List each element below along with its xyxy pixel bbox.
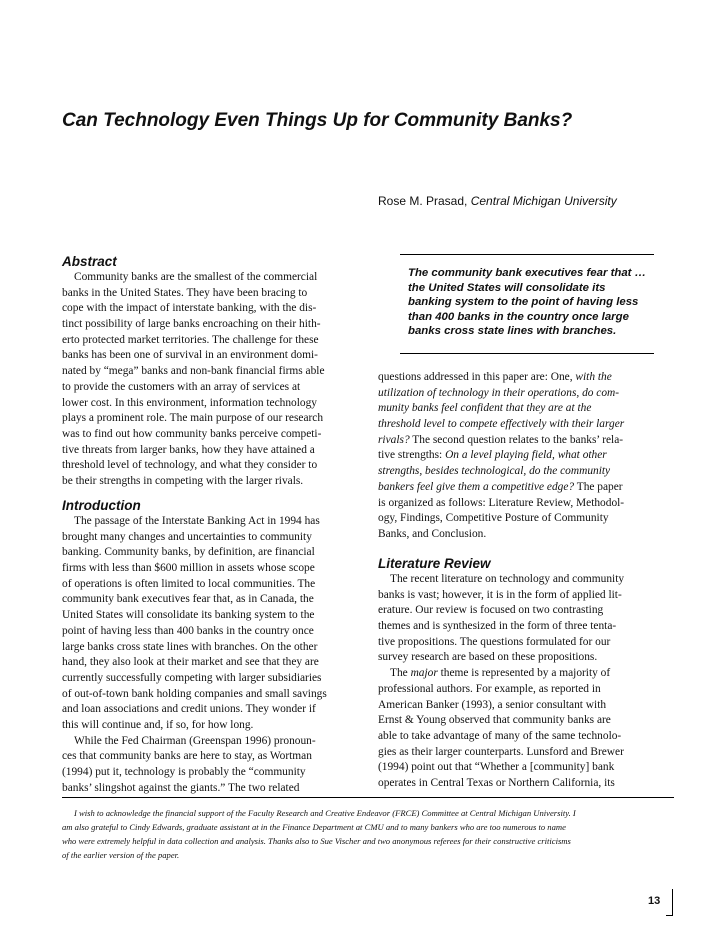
text-line <box>378 386 674 402</box>
text-run-italic: major <box>410 667 438 680</box>
footnote-line: of the earlier version of the paper. <box>62 850 180 860</box>
text-line: professional authors. For example, as reported in <box>378 682 601 695</box>
text-line: currently successfully competing with larger subsidiaries <box>62 671 322 684</box>
text-run: The second question relates to the banks’ rela- <box>409 433 624 446</box>
literature-review-heading: Literature Review <box>378 556 491 571</box>
text-run-italic: utilization of technology in their operations, do com- <box>378 386 620 399</box>
text-run-italic: strengths, besides technological, do the community <box>378 465 611 478</box>
text-line <box>378 527 674 543</box>
text-run: is organized as follows: Literature Review, Methodol- <box>378 496 625 509</box>
footnote-line: who were extremely helpful in data collection and analysis. Thanks also to Sue Vischer and two anonymous referees for their constructive criticisms <box>62 836 571 846</box>
text-run-italic: with the <box>575 371 612 383</box>
text-line: banks in the United States. They have been bracing to <box>62 286 308 299</box>
acknowledgement-footnote <box>62 797 674 862</box>
text-line: of operations is often limited to local communities. The <box>62 577 316 590</box>
text-line: community bank executives fear that, as in Canada, the <box>62 593 314 606</box>
author-name: Rose M. Prasad, <box>378 194 468 208</box>
text-line: hand, they also look at their market and see that they are <box>62 656 319 669</box>
text-line: and loan associations and credit unions. They wonder if <box>62 703 316 716</box>
text-line: to provide the customers with an array of services at <box>62 380 301 393</box>
text-line <box>378 417 674 433</box>
text-line: lower cost. In this environment, information technology <box>62 396 317 409</box>
text-run-italic: rivals? <box>378 433 410 446</box>
text-line: was to find out how community banks perceive competi- <box>62 427 322 440</box>
author-affiliation: Central Michigan University <box>470 194 617 208</box>
text-line: gies as their larger counterparts. Lunsford and Brewer <box>378 745 624 758</box>
text-line: Community banks are the smallest of the commercial <box>74 271 318 283</box>
text-line <box>378 433 674 449</box>
text-line <box>378 370 674 386</box>
text-line: ces that community banks are here to stay, as Wortman <box>62 750 312 763</box>
text-line: tive propositions. The questions formulated for our <box>378 635 611 648</box>
pull-quote-text: The community bank executives fear that …the United States will consolidate its banking system to the point of having less than 400 banks in the country once large banks cross state lines with branches. <box>408 267 647 338</box>
text-run: Banks, and Conclusion. <box>378 527 487 540</box>
footnote-line: am also grateful to Cindy Edwards, graduate assistant at in the Finance Department at CMU and to many bankers who are too numerous to name <box>62 822 566 832</box>
text-line: Ernst & Young observed that community banks are <box>378 714 611 727</box>
text-run: The <box>390 667 411 680</box>
text-line: tive threats from larger banks, how they have attained a <box>62 443 315 456</box>
text-line: large banks cross state lines with branches. On the other <box>62 640 318 653</box>
introduction-body <box>62 514 352 796</box>
literature-review-body <box>378 572 674 792</box>
text-run: questions addressed in this paper are: One, <box>378 371 576 383</box>
text-run-italic: On a level playing field, what other <box>445 449 607 462</box>
text-line: banks has been one of survival in an environment domi- <box>62 349 318 362</box>
text-line: able to take advantage of many of the same technolo- <box>378 729 622 742</box>
text-line: themes and is synthesized in the form of three tenta- <box>378 620 617 633</box>
text-run: ogy, Findings, Competitive Posture of Community <box>378 512 609 525</box>
text-line <box>378 480 674 496</box>
introduction-heading: Introduction <box>62 498 141 513</box>
text-line: brought many changes and uncertainties to community <box>62 530 312 543</box>
text-line: banks is vast; however, it is in the form of applied lit- <box>378 588 622 601</box>
text-line: erature. Our review is focused on two contrasting <box>378 604 604 617</box>
text-run: theme is represented by a majority of <box>437 667 611 680</box>
text-run: The paper <box>574 480 623 493</box>
abstract-heading: Abstract <box>62 254 117 269</box>
text-line <box>378 401 674 417</box>
text-line: point of having less than 400 banks in the country once <box>62 624 314 637</box>
text-line: firms with less than $600 million in assets whose scope <box>62 562 315 575</box>
text-run-italic: bankers feel give them a competitive edge? <box>378 480 575 493</box>
text-line: plays a prominent role. The main purpose of our research <box>62 412 324 425</box>
text-line <box>378 666 674 682</box>
text-line: threshold level of technology, and what they consider to <box>62 459 318 472</box>
text-line <box>378 496 674 512</box>
text-line: tinct possibility of large banks encroaching on their hith- <box>62 318 321 331</box>
text-line: United States will consolidate its banking system to the <box>62 609 315 622</box>
text-line: (1994) put it, technology is probably the “community <box>62 766 306 778</box>
text-line: this will continue and, if so, for how long. <box>62 718 254 731</box>
right-column-body <box>378 370 674 543</box>
text-line <box>378 448 674 464</box>
text-line: be their strengths in competing with the larger rivals. <box>62 474 304 487</box>
text-line: American Banker (1993), a senior consultant with <box>378 698 607 711</box>
text-line <box>378 464 674 480</box>
text-line: cope with the impact of interstate banking, with the dis- <box>62 302 317 315</box>
text-run: tive strengths: <box>378 449 446 462</box>
abstract-body <box>62 270 352 490</box>
text-line: erto protected market territories. The challenge for these <box>62 333 319 346</box>
text-line: banking. Community banks, by definition, are financial <box>62 546 315 559</box>
page-number: 13 <box>648 895 661 907</box>
page-title: Can Technology Even Things Up for Community Banks? <box>62 110 573 131</box>
text-run-italic: munity banks feel confident that they are at the <box>378 402 592 415</box>
text-line <box>378 511 674 527</box>
text-line: nated by “mega” banks and non-bank financial firms able <box>62 365 325 378</box>
text-line: (1994) point out that “Whether a [community] bank <box>378 761 615 774</box>
pull-quote-box <box>400 254 654 354</box>
text-line: The recent literature on technology and community <box>390 573 625 585</box>
text-line: operates in Central Texas or Northern California, its <box>378 776 615 789</box>
byline <box>378 194 617 208</box>
text-line: survey research are based on these propositions. <box>378 651 598 664</box>
footnote-line: I wish to acknowledge the financial support of the Faculty Research and Creative Endeavor (FRCE) Committee at Central Michigan University. I <box>74 808 576 818</box>
text-line: of out-of-town bank holding companies and small savings <box>62 687 327 700</box>
text-line: While the Fed Chairman (Greenspan 1996) pronoun- <box>74 734 316 747</box>
text-line: banks’ slingshot against the giants.” The two related <box>62 781 300 794</box>
text-line: The passage of the Interstate Banking Act in 1994 has <box>74 515 320 527</box>
page-corner-mark <box>666 889 673 916</box>
text-run-italic: threshold level to compete effectively with their larger <box>378 418 625 431</box>
